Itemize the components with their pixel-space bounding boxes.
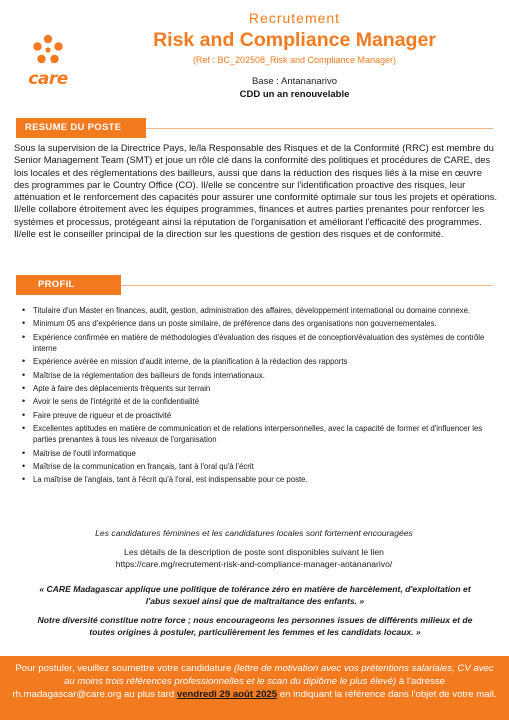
list-item: • Avoir le sens de l'intégrité et de la confidentialité <box>20 396 498 407</box>
job-reference: (Ref : BC_202508_Risk and Compliance Manager) <box>192 55 397 65</box>
list-item: • Maitrise de l'outil informatique <box>20 448 498 459</box>
encouragement-note: Les candidatures féminines et les candidatures locales sont fortement encouragées <box>95 528 413 538</box>
profil-list <box>20 305 498 488</box>
details-text: Les détails de la description de poste sont disponibles suivant le lien <box>124 547 384 557</box>
list-item: • Excellentes aptitudes en matière de communication et de relations interpersonnelles, avec la capacité de former et d'influencer les parties prenantes à tous les niveaux de l'organisation <box>20 423 498 445</box>
job-base: Base : Antananarivo <box>251 76 338 87</box>
profil-divider <box>121 285 493 286</box>
list-item: • Faire preuve de rigueur et de proactivité <box>20 410 498 421</box>
list-item: • Minimum 05 ans d'expérience dans un poste similaire, de préférence dans des organisations non gouvernementales. <box>20 318 498 329</box>
contract-type: CDD un an renouvelable <box>239 89 350 100</box>
policy-statement: « CARE Madagascar applique une politique de tolérance zéro en matière de harcèlement, d'exploitation et l'abus sexuel ainsi que de maltraitance des enfants. » <box>39 584 471 606</box>
care-logo <box>22 30 74 94</box>
list-item: • Titulaire d'un Master en finances, audit, gestion, administration des affaires, développement international ou domaine connexe. <box>20 305 498 316</box>
header <box>90 10 499 100</box>
footer-closing: en indiquant la référence dans l'objet de votre mail. <box>277 689 497 700</box>
list-item: • Expérience avérée en mission d'audit interne, de la planification à la rédaction des rapports <box>20 356 498 367</box>
footer-intro: Pour postuler, veuillez soumettre votre candidature <box>15 663 234 674</box>
footer-to-address: à l'adresse <box>396 676 445 687</box>
diversity-statement: Notre diversité constitue notre force ; nous encourageons les personnes issues de différents milieux et de toutes origines à postuler, particulièrement les femmes et les candidats locaux. » <box>37 615 473 637</box>
resume-text: Sous la supervision de la Directrice Pays, le/la Responsable des Risques et de la Conformité (RRC) est membre du Senior Management Team (SMT) et joue un rôle clé dans la conformité des politiques et procédures de CARE, des lois locales et des réglementations des bailleurs, aussi que dans la réduction des risques liés à la mise en œuvre des programmes par le Country Office (CO). Il/elle se concentre sur l'identification proactive des risques, leur atténuation et le renforcement des capacités pour assurer une conformité optimale sur tous les projets et opérations. Il/elle collabore étroitement avec les équipes programmes, finances et autres parties prenantes pour renforcer les systèmes et processus, protégeant ainsi la réputation de l'organisation et améliorant l'efficacité des programmes. Il/elle est le conseiller principal de la direction sur les questions de gestion des risques et de conformité. <box>14 142 498 240</box>
footer-documents: (lettre de motivation avec vos prétentions salariales, CV avec au moins trois références professionnelles et le scan du diplôme le plus élevé) <box>64 663 494 687</box>
footer-by: au plus tard <box>121 689 177 700</box>
header-label: Recrutement <box>248 10 341 26</box>
details-block <box>14 547 494 570</box>
resume-heading: RESUME DU POSTE <box>16 118 146 138</box>
list-item: • Maîtrise de la communication en français, tant à l'oral qu'à l'écrit <box>20 461 498 472</box>
job-title: Risk and Compliance Manager <box>153 29 436 51</box>
details-link[interactable]: https://care.mg/recrutement-risk-and-compliance-manager-antananarivo/ <box>115 558 393 569</box>
care-logo-text: care <box>28 69 68 89</box>
application-email[interactable]: rh.madagascar@care.org <box>12 689 122 700</box>
profil-heading: PROFIL <box>16 275 121 295</box>
application-footer <box>0 656 509 720</box>
care-emblem-icon <box>22 30 74 70</box>
list-item: • Apte à faire des déplacements fréquents sur terrain <box>20 383 498 394</box>
list-item: • Maîtrise de la réglementation des bailleurs de fonds internationaux. <box>20 370 498 381</box>
list-item: • La maîtrise de l'anglais, tant à l'écrit qu'à l'oral, est indispensable pour ce poste. <box>20 474 498 485</box>
application-deadline: vendredi 29 août 2025 <box>176 689 278 700</box>
resume-divider <box>146 128 493 129</box>
list-item: • Expérience confirmée en matière de méthodologies d'évaluation des risques et de conception/évaluation des systèmes de contrôle interne <box>20 332 498 354</box>
